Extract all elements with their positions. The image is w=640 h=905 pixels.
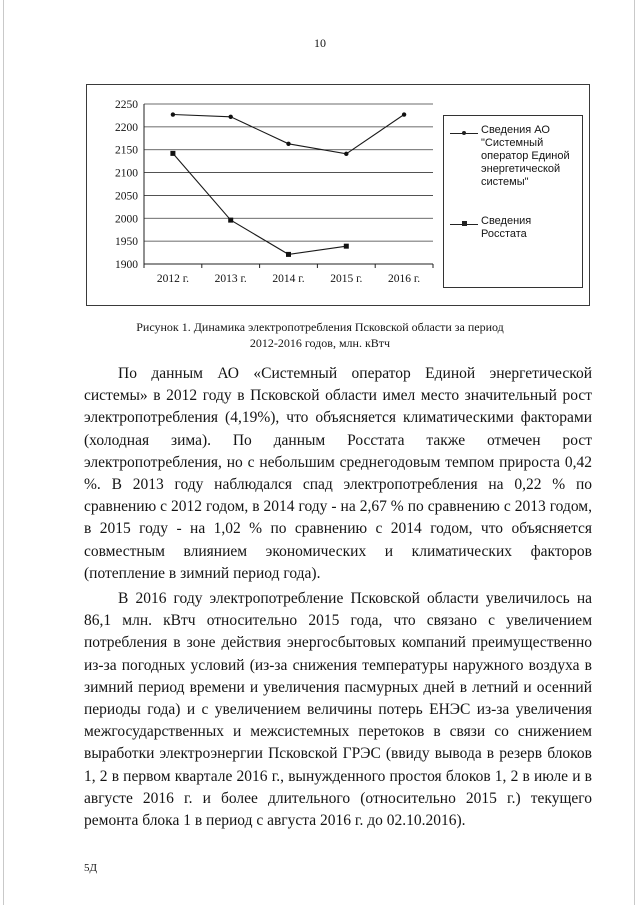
data-point-dot <box>229 115 233 119</box>
x-tick-label: 2013 г. <box>214 273 247 285</box>
y-tick-label: 2200 <box>115 121 138 134</box>
paragraph-2: В 2016 году электропотребление Псковской области увеличилось на 86,1 млн. кВтч относительно 2015 года, что связано с увеличением потребления в зоне действия энергосбытовых компаний преимущественно из-за погодных условий (из-за снижения температуры наружного воздуха в зимний период времени и увеличения пасмурных дней в летний и осенний периоды года) и с увеличением величины потерь ЕНЭС из-за увеличения межгосударственных и межсистемных перетоков в связи со снижением выработки электроэнергии Псковской ГРЭС (ввиду вывода в резерв блоков 1, 2 в первом квартале 2016 г., вынужденного простоя блоков 1, 2 в июле и в августе 2016 г. и более длительного (относительно 2015 г.) текущего ремонта блока 1 в период с августа 2016 г. до 02.10.2016). <box>84 590 592 830</box>
data-point-square <box>228 218 233 223</box>
legend-label-rosstat: Сведения Росстата <box>481 215 532 240</box>
data-point-square <box>286 252 291 257</box>
data-point-square <box>344 244 349 249</box>
x-tick-label: 2012 г. <box>156 273 189 285</box>
y-tick-label: 2250 <box>115 99 138 111</box>
x-tick-label: 2014 г. <box>272 273 305 285</box>
series-line-1 <box>173 115 404 154</box>
data-point-dot <box>344 152 348 156</box>
paragraph-1: По данным АО «Системный оператор Единой энергетической системы» в 2012 году в Псковской области имел место значительный рост электропотребления (4,19%), что объясняется климатическими факторами (холодная зима). По данным Росстата также отмечен рост электропотребления, но с небольшим среднегодовым темпом прироста 0,42 %. В 2013 году наблюдался спад электропотребления на 0,22 % по сравнению с 2012 годом, в 2014 году - на 2,67 % по сравнению с 2013 годом, в 2015 году - на 1,02 % по сравнению с 2014 годом, что объясняется совместным влиянием экономических и климатических факторов (потепление в зимний период года). <box>84 365 592 582</box>
legend-item-rosstat <box>450 215 531 241</box>
chart-legend <box>443 115 583 288</box>
scan-edge-left <box>3 0 4 905</box>
legend-swatch-dot <box>450 128 478 138</box>
y-tick-label: 2050 <box>115 190 138 203</box>
data-point-dot <box>402 112 406 116</box>
x-tick-label: 2015 г. <box>330 273 363 285</box>
figure-caption <box>100 319 540 351</box>
data-point-dot <box>171 112 175 116</box>
y-tick-label: 2000 <box>115 213 138 226</box>
legend-label-system-operator: Сведения АО "Системный оператор Единой энергетической системы" <box>481 124 570 188</box>
legend-swatch-square <box>450 219 478 229</box>
data-point-dot <box>286 142 290 146</box>
y-tick-label: 1950 <box>115 236 138 249</box>
legend-item-system-operator <box>450 124 570 189</box>
footer-mark: 5Д <box>84 862 98 874</box>
x-tick-label: 2016 г. <box>388 273 421 285</box>
caption-line-1: Рисунок 1. Динамика электропотребления Псковской области за период <box>136 320 504 334</box>
y-tick-label: 2150 <box>115 144 138 157</box>
scan-edge-right <box>634 0 635 905</box>
y-tick-label: 2100 <box>115 167 138 180</box>
body-text <box>84 363 592 835</box>
caption-line-2: 2012-2016 годов, млн. кВтч <box>249 336 391 350</box>
series-line-2 <box>173 153 346 254</box>
data-point-square <box>170 151 175 156</box>
page-number: 10 <box>314 36 326 50</box>
y-tick-label: 1900 <box>115 259 138 271</box>
